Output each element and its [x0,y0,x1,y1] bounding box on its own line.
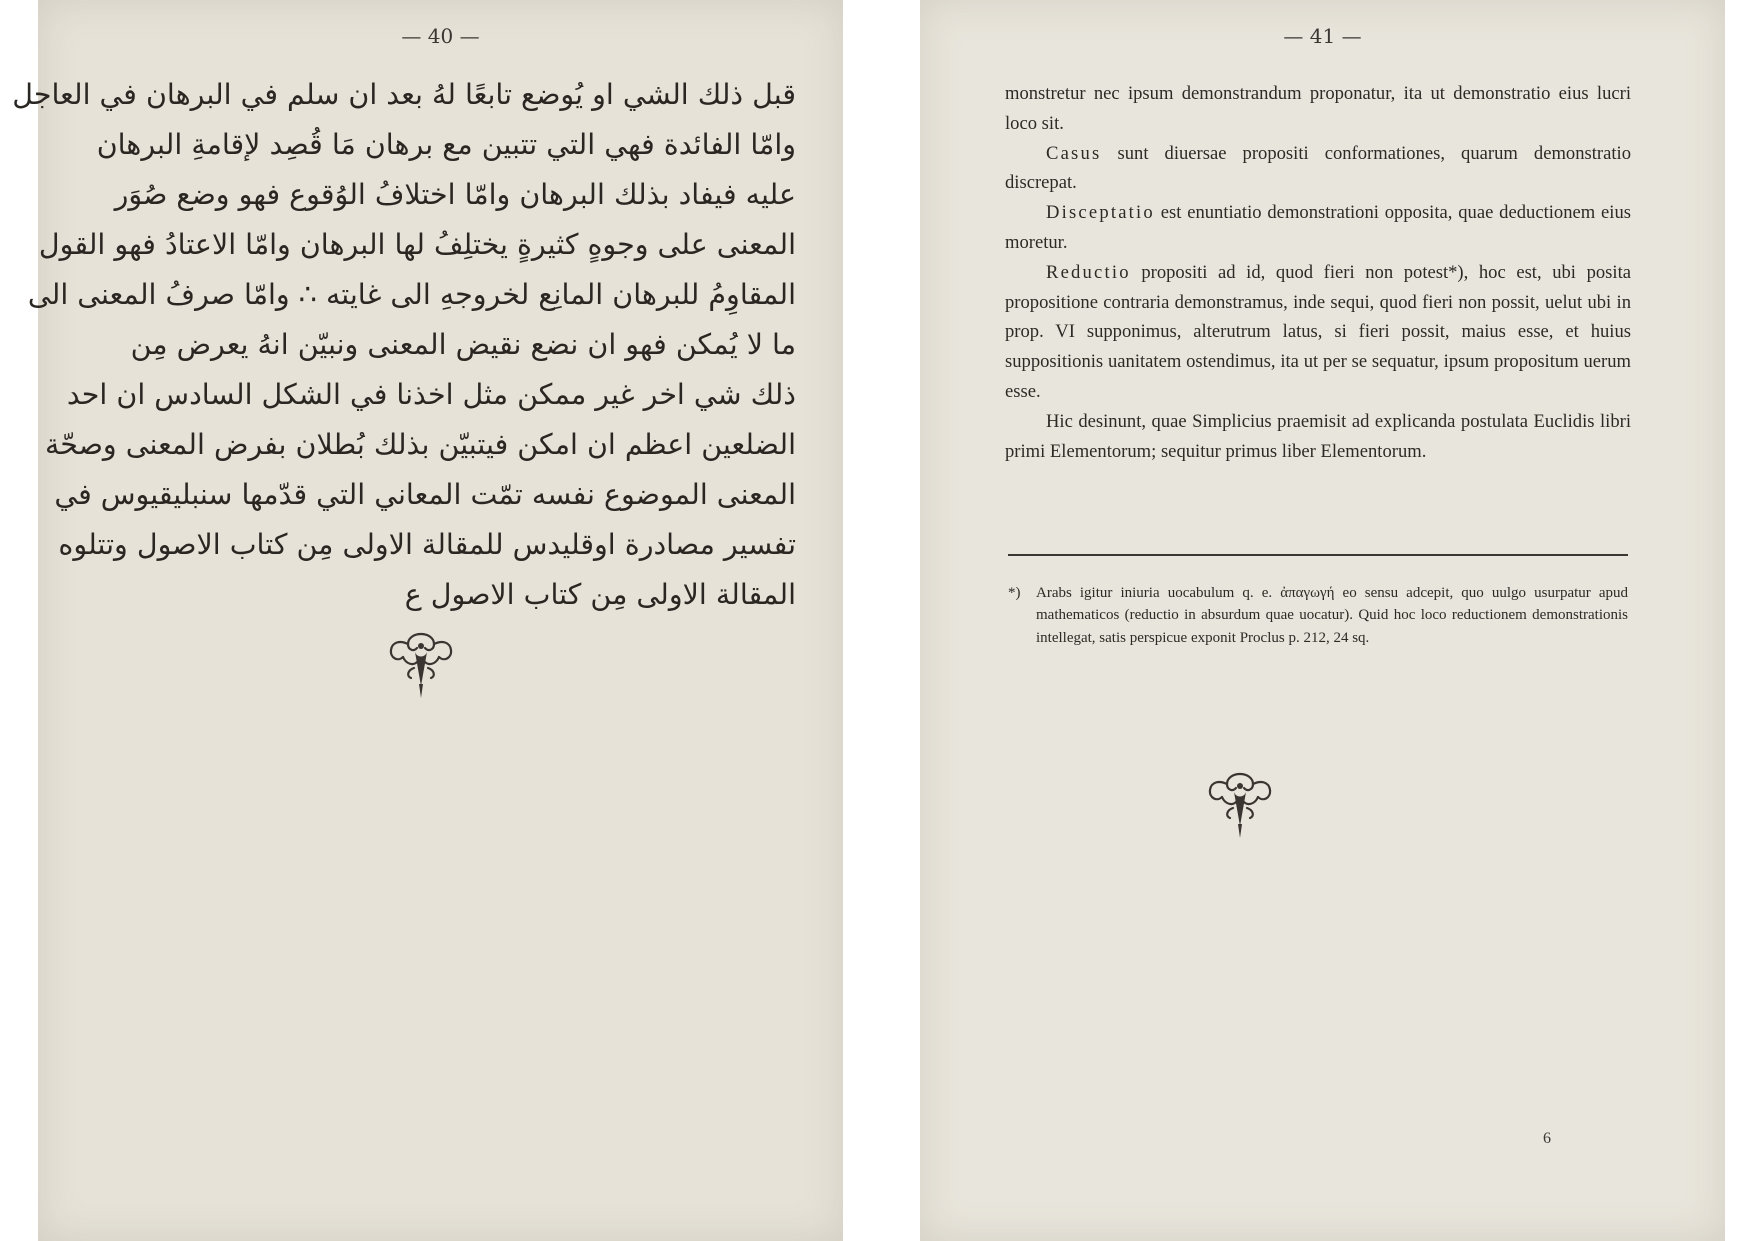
paragraph [1005,139,1631,199]
paragraph [1005,407,1631,467]
paragraph-text: propositi ad id, quod fieri non potest*), hoc est, ubi posita propositione contraria demonstramus, inde sequi, quod fieri non possit, uelut ubi in prop. VI supponimus, alterutrum latus, si fieri possit, maius esse, et huius suppositionis uanitatem ostendimus, ita ut per se sequatur, ipsum propositum uerum esse. [1005,261,1631,402]
paragraph-lead: Casus [1046,142,1102,164]
paragraph [1005,198,1631,258]
arabic-line: المقالة الاولى مِن كتاب الاصول ع [404,578,796,611]
floral-fleuron-icon [1205,768,1275,840]
arabic-line: عليه فيفاد بذلك البرهان وامّا اختلافُ الوُقوع فهو وضع صُوَر [114,178,796,211]
footnote-text: Arabs igitur iniuria uocabulum q. e. ἀπαγωγή eo sensu adcepit, quo uulgo usurpatur apud mathematicos (reductio in absurdum quae uocatur). Quid hoc loco reductionem demonstrationis intellegat, satis perspicue exponit Proclus p. 212, 24 sq. [1036,585,1628,646]
page-number: — 41 — [1283,24,1362,48]
fleuron-graphic [386,628,456,700]
arabic-line: المعنى على وجوهٍ كثيرةٍ يختلِفُ لها البرهان وامّا الاعتادُ فهو القول [38,228,796,261]
fleuron-graphic [1205,768,1275,840]
footnote-mark: *) [1008,585,1021,601]
paragraph-text: Hic desinunt, quae Simplicius praemisit ad explicanda postulata Euclidis libri primi Elementorum; sequitur primus liber Elementorum. [1005,410,1631,462]
paragraph [1005,79,1631,139]
paragraph-text: monstretur nec ipsum demonstrandum proponatur, ita ut demonstratio eius lucri loco sit. [1005,83,1631,134]
page-number: — 40 — [401,24,480,48]
paragraph-lead: Disceptatio [1046,202,1155,224]
paragraph-lead: Reductio [1046,261,1131,283]
arabic-line: ما لا يُمكن فهو ان نضع نقيض المعنى ونبيّن انهُ يعرض مِن [130,328,796,361]
paragraph [1005,258,1631,407]
signature-mark: 6 [1543,1130,1551,1147]
arabic-line: تفسير مصادرة اوقليدس للمقالة الاولى مِن كتاب الاصول وتتلوه [58,528,796,561]
arabic-line: المقاوِمُ للبرهان المانِع لخروجهِ الى غايته ∴ وامّا صرفُ المعنى الى [27,278,796,311]
left-page [12,0,843,1241]
right-page [920,0,1725,1241]
arabic-line: قبل ذلك الشي او يُوضع تابعًا لهُ بعد ان سلم في البرهان في العاجل [12,78,796,111]
footnote [1008,582,1628,649]
paragraph-text: est enuntiatio demonstrationi opposita, quae deductionem eius moretur. [1005,202,1631,253]
latin-text-block [1005,79,1631,466]
arabic-line: الضلعين اعظم ان امكن فيتبيّن بذلك بُطلان بفرض المعنى وصحّة [45,428,796,461]
footnote-divider [1008,554,1628,556]
arabic-line: ذلك شي اخر غير ممكن مثل اخذنا في الشكل السادس ان احد [66,378,796,411]
floral-fleuron-icon [386,628,456,700]
arabic-line: المعنى الموضوع نفسه تمّت المعاني التي قدّمها سنبليقيوس في [54,478,796,511]
paragraph-text: sunt diuersae propositi conformationes, quarum demonstratio discrepat. [1005,142,1631,194]
arabic-line: وامّا الفائدة فهي التي تتبين مع برهان مَا قُصِد لإقامةِ البرهان [96,128,796,161]
arabic-text-block [12,70,796,620]
